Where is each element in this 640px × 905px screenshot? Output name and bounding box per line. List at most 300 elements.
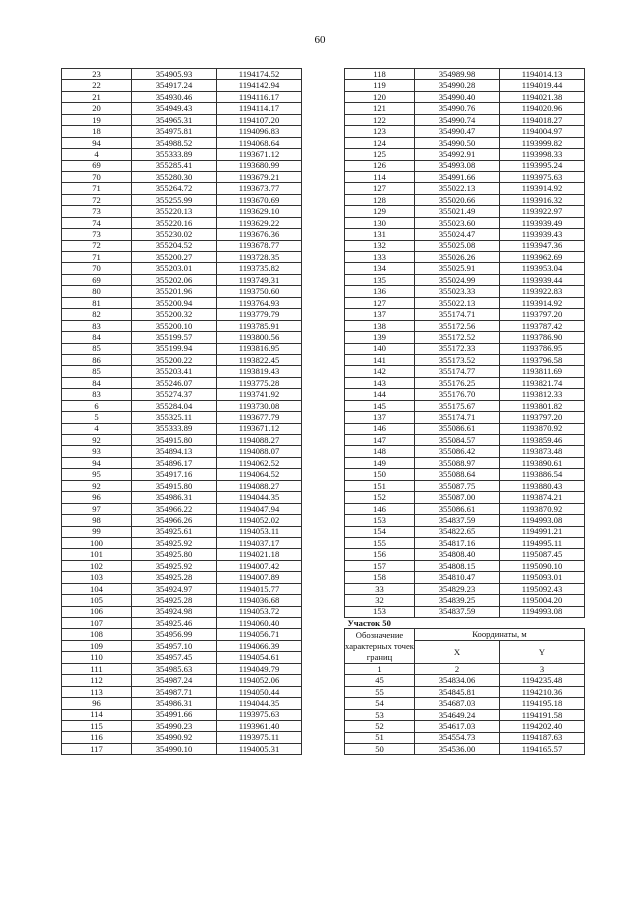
table-row [62, 137, 302, 148]
x-coordinate-cell: 355022.13 [415, 183, 500, 194]
y-coordinate-cell: 1193819.43 [217, 366, 302, 377]
point-number-cell: 124 [345, 137, 415, 148]
x-coordinate-cell: 355200.22 [132, 354, 217, 365]
x-coordinate-cell: 354894.13 [132, 446, 217, 457]
y-coordinate-cell: 1195092.43 [500, 583, 585, 594]
table-row [345, 183, 585, 194]
table-row [345, 698, 585, 709]
table-row [62, 412, 302, 423]
table-row [62, 149, 302, 160]
point-number-cell: 55 [345, 686, 415, 697]
table-row [345, 389, 585, 400]
table-row [345, 332, 585, 343]
y-coordinate-cell: 1193671.12 [217, 149, 302, 160]
table-row [62, 320, 302, 331]
y-coordinate-cell: 1193812.33 [500, 389, 585, 400]
y-coordinate-cell: 1193787.42 [500, 320, 585, 331]
point-number-cell: 121 [345, 103, 415, 114]
table-row [62, 160, 302, 171]
point-number-cell: 153 [345, 606, 415, 617]
x-coordinate-cell: 354966.26 [132, 515, 217, 526]
y-coordinate-cell: 1194007.42 [217, 560, 302, 571]
y-coordinate-cell: 1193998.33 [500, 149, 585, 160]
point-number-cell: 110 [62, 652, 132, 663]
table-row [62, 252, 302, 263]
table-row [62, 91, 302, 102]
point-number-cell: 71 [62, 252, 132, 263]
point-number-cell: 116 [62, 732, 132, 743]
table-row [62, 640, 302, 651]
point-number-cell: 152 [345, 492, 415, 503]
y-coordinate-cell: 1193914.92 [500, 183, 585, 194]
point-number-cell: 129 [345, 206, 415, 217]
table-row [62, 80, 302, 91]
point-number-cell: 150 [345, 469, 415, 480]
point-number-cell: 137 [345, 309, 415, 320]
y-coordinate-cell: 1193870.92 [500, 503, 585, 514]
y-coordinate-cell: 1193676.36 [217, 229, 302, 240]
table-row [62, 171, 302, 182]
point-number-cell: 69 [62, 160, 132, 171]
y-coordinate-cell: 1193786.95 [500, 343, 585, 354]
x-coordinate-cell: 355333.89 [132, 149, 217, 160]
point-number-cell: 96 [62, 492, 132, 503]
x-coordinate-cell: 354965.31 [132, 114, 217, 125]
point-number-cell: 73 [62, 229, 132, 240]
point-number-cell: 73 [62, 206, 132, 217]
x-coordinate-cell: 355088.64 [415, 469, 500, 480]
x-coordinate-cell: 354993.08 [415, 160, 500, 171]
table-row [62, 480, 302, 491]
y-coordinate-cell: 1194174.52 [217, 69, 302, 80]
table-row [345, 549, 585, 560]
y-coordinate-cell: 1194049.79 [217, 663, 302, 674]
point-number-cell: 151 [345, 480, 415, 491]
x-coordinate-cell: 355084.57 [415, 435, 500, 446]
header-coordinates: Координаты, м [415, 629, 585, 640]
y-coordinate-cell: 1195004.20 [500, 595, 585, 606]
y-coordinate-cell: 1193796.58 [500, 354, 585, 365]
y-coordinate-cell: 1193873.48 [500, 446, 585, 457]
point-number-cell: 18 [62, 126, 132, 137]
table-row [62, 469, 302, 480]
y-coordinate-cell: 1194015.77 [217, 583, 302, 594]
y-coordinate-cell: 1194062.52 [217, 457, 302, 468]
point-number-cell: 74 [62, 217, 132, 228]
point-number-cell: 130 [345, 217, 415, 228]
point-number-cell: 92 [62, 435, 132, 446]
x-coordinate-cell: 354990.47 [415, 126, 500, 137]
section-title-row [345, 618, 585, 629]
y-coordinate-cell: 1194036.68 [217, 595, 302, 606]
point-number-cell: 92 [62, 480, 132, 491]
table-row [345, 595, 585, 606]
point-number-cell: 118 [345, 69, 415, 80]
table-row [62, 732, 302, 743]
x-coordinate-cell: 355200.27 [132, 252, 217, 263]
table-row [62, 114, 302, 125]
table-row [345, 423, 585, 434]
table-row [62, 183, 302, 194]
point-number-cell: 21 [62, 91, 132, 102]
y-coordinate-cell: 1194068.64 [217, 137, 302, 148]
point-number-cell: 138 [345, 320, 415, 331]
y-coordinate-cell: 1194235.48 [500, 675, 585, 686]
y-coordinate-cell: 1193961.40 [217, 720, 302, 731]
y-coordinate-cell: 1193939.44 [500, 274, 585, 285]
y-coordinate-cell: 1194004.97 [500, 126, 585, 137]
y-coordinate-cell: 1194005.31 [217, 743, 302, 754]
y-coordinate-cell: 1194066.39 [217, 640, 302, 651]
y-coordinate-cell: 1193995.24 [500, 160, 585, 171]
point-number-cell: 95 [62, 469, 132, 480]
x-coordinate-cell: 355174.77 [415, 366, 500, 377]
y-coordinate-cell: 1194056.71 [217, 629, 302, 640]
table-row [62, 675, 302, 686]
x-coordinate-cell: 355203.41 [132, 366, 217, 377]
x-coordinate-cell: 354956.99 [132, 629, 217, 640]
table-row [62, 709, 302, 720]
column-number-cell: 1 [345, 663, 415, 674]
point-number-cell: 149 [345, 457, 415, 468]
x-coordinate-cell: 354925.92 [132, 537, 217, 548]
x-coordinate-cell: 355230.02 [132, 229, 217, 240]
table-row [345, 171, 585, 182]
table-header-row [345, 629, 585, 640]
x-coordinate-cell: 354915.80 [132, 435, 217, 446]
x-coordinate-cell: 355025.91 [415, 263, 500, 274]
point-number-cell: 94 [62, 137, 132, 148]
point-number-cell: 142 [345, 366, 415, 377]
point-number-cell: 93 [62, 446, 132, 457]
table-row [62, 515, 302, 526]
table-row [345, 194, 585, 205]
point-number-cell: 157 [345, 560, 415, 571]
header-x: X [415, 640, 500, 663]
point-number-cell: 80 [62, 286, 132, 297]
point-number-cell: 109 [62, 640, 132, 651]
point-number-cell: 126 [345, 160, 415, 171]
table-row [62, 435, 302, 446]
point-number-cell: 81 [62, 297, 132, 308]
point-number-cell: 127 [345, 183, 415, 194]
x-coordinate-cell: 355246.07 [132, 377, 217, 388]
table-row [62, 274, 302, 285]
table-row [345, 160, 585, 171]
y-coordinate-cell: 1194088.07 [217, 446, 302, 457]
x-coordinate-cell: 355204.52 [132, 240, 217, 251]
x-coordinate-cell: 354986.31 [132, 698, 217, 709]
table-row [62, 560, 302, 571]
table-row [62, 446, 302, 457]
y-coordinate-cell: 1193975.63 [500, 171, 585, 182]
x-coordinate-cell: 354925.46 [132, 618, 217, 629]
table-row [345, 137, 585, 148]
x-coordinate-cell: 355202.06 [132, 274, 217, 285]
x-coordinate-cell: 354990.74 [415, 114, 500, 125]
x-coordinate-cell: 355200.94 [132, 297, 217, 308]
point-number-cell: 114 [345, 171, 415, 182]
point-number-cell: 134 [345, 263, 415, 274]
x-coordinate-cell: 355172.52 [415, 332, 500, 343]
y-coordinate-cell: 1193750.60 [217, 286, 302, 297]
x-coordinate-cell: 354834.06 [415, 675, 500, 686]
x-coordinate-cell: 355199.57 [132, 332, 217, 343]
point-number-cell: 141 [345, 354, 415, 365]
point-number-cell: 4 [62, 149, 132, 160]
y-coordinate-cell: 1194037.17 [217, 537, 302, 548]
table-row [62, 526, 302, 537]
x-coordinate-cell: 354990.92 [132, 732, 217, 743]
table-row [62, 618, 302, 629]
table-row [345, 732, 585, 743]
point-number-cell: 97 [62, 503, 132, 514]
y-coordinate-cell: 1194202.40 [500, 721, 585, 732]
x-coordinate-cell: 354930.46 [132, 91, 217, 102]
x-coordinate-cell: 354925.28 [132, 595, 217, 606]
point-number-cell: 71 [62, 183, 132, 194]
point-number-cell: 143 [345, 377, 415, 388]
point-number-cell: 86 [62, 354, 132, 365]
y-coordinate-cell: 1193859.46 [500, 435, 585, 446]
x-coordinate-cell: 355284.04 [132, 400, 217, 411]
y-coordinate-cell: 1193886.54 [500, 469, 585, 480]
y-coordinate-cell: 1193797.20 [500, 309, 585, 320]
x-coordinate-cell: 355175.67 [415, 400, 500, 411]
x-coordinate-cell: 354915.80 [132, 480, 217, 491]
coordinates-table-left [61, 68, 302, 755]
y-coordinate-cell: 1193914.92 [500, 297, 585, 308]
point-number-cell: 85 [62, 343, 132, 354]
x-coordinate-cell: 355086.42 [415, 446, 500, 457]
y-coordinate-cell: 1193939.43 [500, 229, 585, 240]
y-coordinate-cell: 1193786.90 [500, 332, 585, 343]
point-number-cell: 94 [62, 457, 132, 468]
x-coordinate-cell: 354845.81 [415, 686, 500, 697]
y-coordinate-cell: 1194191.58 [500, 709, 585, 720]
table-row [345, 377, 585, 388]
point-number-cell: 106 [62, 606, 132, 617]
y-coordinate-cell: 1193822.45 [217, 354, 302, 365]
point-number-cell: 111 [62, 663, 132, 674]
y-coordinate-cell: 1194142.94 [217, 80, 302, 91]
point-number-cell: 5 [62, 412, 132, 423]
y-coordinate-cell: 1193741.92 [217, 389, 302, 400]
column-number-cell: 3 [500, 663, 585, 674]
point-number-cell: 137 [345, 412, 415, 423]
y-coordinate-cell: 1193673.77 [217, 183, 302, 194]
table-row [62, 297, 302, 308]
y-coordinate-cell: 1193874.21 [500, 492, 585, 503]
point-number-cell: 158 [345, 572, 415, 583]
table-row [345, 709, 585, 720]
table-row [62, 343, 302, 354]
point-number-cell: 51 [345, 732, 415, 743]
table-row [62, 377, 302, 388]
point-number-cell: 136 [345, 286, 415, 297]
table-row [345, 354, 585, 365]
point-number-cell: 101 [62, 549, 132, 560]
y-coordinate-cell: 1193816.95 [217, 343, 302, 354]
x-coordinate-cell: 355203.01 [132, 263, 217, 274]
x-coordinate-cell: 354687.03 [415, 698, 500, 709]
x-coordinate-cell: 355264.72 [132, 183, 217, 194]
x-coordinate-cell: 355174.71 [415, 412, 500, 423]
point-number-cell: 122 [345, 114, 415, 125]
y-coordinate-cell: 1193785.91 [217, 320, 302, 331]
y-coordinate-cell: 1194019.44 [500, 80, 585, 91]
point-number-cell: 154 [345, 526, 415, 537]
x-coordinate-cell: 354991.66 [132, 709, 217, 720]
y-coordinate-cell: 1194995.11 [500, 537, 585, 548]
y-coordinate-cell: 1193999.82 [500, 137, 585, 148]
x-coordinate-cell: 354837.59 [415, 606, 500, 617]
point-number-cell: 54 [345, 698, 415, 709]
table-row [345, 560, 585, 571]
y-coordinate-cell: 1194088.27 [217, 435, 302, 446]
table-row [345, 537, 585, 548]
table-row [345, 526, 585, 537]
y-coordinate-cell: 1193671.12 [217, 423, 302, 434]
point-number-cell: 112 [62, 675, 132, 686]
table-row [62, 69, 302, 80]
x-coordinate-cell: 355087.75 [415, 480, 500, 491]
point-number-cell: 139 [345, 332, 415, 343]
y-coordinate-cell: 1194014.13 [500, 69, 585, 80]
point-number-cell: 83 [62, 389, 132, 400]
y-coordinate-cell: 1193800.56 [217, 332, 302, 343]
x-coordinate-cell: 354917.16 [132, 469, 217, 480]
x-coordinate-cell: 354905.93 [132, 69, 217, 80]
table-row [62, 743, 302, 754]
point-number-cell: 104 [62, 583, 132, 594]
point-number-cell: 115 [62, 720, 132, 731]
x-coordinate-cell: 354839.25 [415, 595, 500, 606]
y-coordinate-cell: 1195090.10 [500, 560, 585, 571]
x-coordinate-cell: 354991.66 [415, 171, 500, 182]
x-coordinate-cell: 354989.98 [415, 69, 500, 80]
table-row [345, 606, 585, 617]
table-row [345, 412, 585, 423]
point-number-cell: 32 [345, 595, 415, 606]
point-number-cell: 50 [345, 743, 415, 754]
table-row [62, 720, 302, 731]
table-row [62, 286, 302, 297]
x-coordinate-cell: 354554.73 [415, 732, 500, 743]
x-coordinate-cell: 354829.23 [415, 583, 500, 594]
point-number-cell: 135 [345, 274, 415, 285]
table-row [345, 435, 585, 446]
table-row [62, 366, 302, 377]
table-row [62, 663, 302, 674]
x-coordinate-cell: 355333.89 [132, 423, 217, 434]
table-row [62, 457, 302, 468]
point-number-cell: 131 [345, 229, 415, 240]
y-coordinate-cell: 1193670.69 [217, 194, 302, 205]
y-coordinate-cell: 1193922.97 [500, 206, 585, 217]
table-row [345, 91, 585, 102]
y-coordinate-cell: 1194210.36 [500, 686, 585, 697]
point-number-cell: 4 [62, 423, 132, 434]
y-coordinate-cell: 1194053.11 [217, 526, 302, 537]
x-coordinate-cell: 354990.23 [132, 720, 217, 731]
x-coordinate-cell: 355255.99 [132, 194, 217, 205]
x-coordinate-cell: 355172.56 [415, 320, 500, 331]
point-number-cell: 103 [62, 572, 132, 583]
table-row [345, 80, 585, 91]
y-coordinate-cell: 1194993.08 [500, 515, 585, 526]
x-coordinate-cell: 354925.61 [132, 526, 217, 537]
x-coordinate-cell: 354925.80 [132, 549, 217, 560]
point-number-cell: 6 [62, 400, 132, 411]
point-number-cell: 69 [62, 274, 132, 285]
point-number-cell: 147 [345, 435, 415, 446]
y-coordinate-cell: 1194187.63 [500, 732, 585, 743]
section-title: Участок 50 [345, 618, 585, 629]
x-coordinate-cell: 355176.70 [415, 389, 500, 400]
point-number-cell: 133 [345, 252, 415, 263]
table-row [62, 389, 302, 400]
x-coordinate-cell: 354992.91 [415, 149, 500, 160]
table-row [345, 572, 585, 583]
y-coordinate-cell: 1193629.22 [217, 217, 302, 228]
x-coordinate-cell: 354617.03 [415, 721, 500, 732]
y-coordinate-cell: 1194018.27 [500, 114, 585, 125]
table-row [62, 595, 302, 606]
x-coordinate-cell: 355020.66 [415, 194, 500, 205]
x-coordinate-cell: 355023.33 [415, 286, 500, 297]
x-coordinate-cell: 354837.59 [415, 515, 500, 526]
point-number-cell: 123 [345, 126, 415, 137]
y-coordinate-cell: 1193975.11 [217, 732, 302, 743]
table-row [62, 217, 302, 228]
table-row [345, 69, 585, 80]
x-coordinate-cell: 355174.71 [415, 309, 500, 320]
point-number-cell: 100 [62, 537, 132, 548]
x-coordinate-cell: 355200.10 [132, 320, 217, 331]
point-number-cell: 125 [345, 149, 415, 160]
y-coordinate-cell: 1193679.21 [217, 171, 302, 182]
point-number-cell: 96 [62, 698, 132, 709]
y-coordinate-cell: 1194052.02 [217, 515, 302, 526]
point-number-cell: 117 [62, 743, 132, 754]
table-row [345, 400, 585, 411]
x-coordinate-cell: 355088.97 [415, 457, 500, 468]
point-number-cell: 85 [62, 366, 132, 377]
table-row [62, 686, 302, 697]
y-coordinate-cell: 1194020.96 [500, 103, 585, 114]
point-number-cell: 99 [62, 526, 132, 537]
y-coordinate-cell: 1193890.61 [500, 457, 585, 468]
y-coordinate-cell: 1194021.38 [500, 91, 585, 102]
point-number-cell: 107 [62, 618, 132, 629]
x-coordinate-cell: 355201.96 [132, 286, 217, 297]
y-coordinate-cell: 1193728.35 [217, 252, 302, 263]
coordinates-table-right [344, 68, 585, 755]
y-coordinate-cell: 1194053.72 [217, 606, 302, 617]
x-coordinate-cell: 355199.94 [132, 343, 217, 354]
y-coordinate-cell: 1194052.06 [217, 675, 302, 686]
table-row [345, 583, 585, 594]
y-coordinate-cell: 1193775.28 [217, 377, 302, 388]
y-coordinate-cell: 1193811.69 [500, 366, 585, 377]
point-number-cell: 82 [62, 309, 132, 320]
table-row [345, 309, 585, 320]
point-number-cell: 132 [345, 240, 415, 251]
table-row [62, 629, 302, 640]
y-coordinate-cell: 1195087.45 [500, 549, 585, 560]
x-coordinate-cell: 354924.97 [132, 583, 217, 594]
